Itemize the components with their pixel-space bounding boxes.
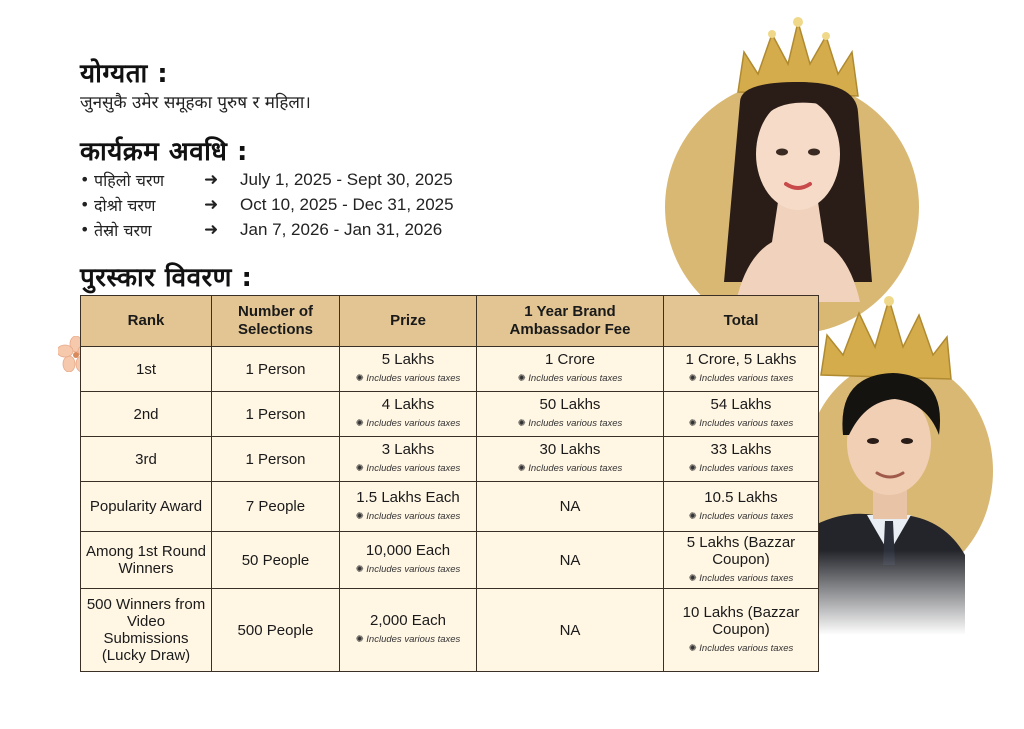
table-header-row bbox=[81, 296, 819, 347]
cell-selections: 1 Person bbox=[212, 347, 340, 392]
cell-rank: 1st bbox=[81, 347, 212, 392]
table-row bbox=[81, 589, 819, 672]
prize-value: 3 Lakhs bbox=[381, 441, 435, 458]
tax-note: ✺ Includes various taxes bbox=[344, 370, 472, 387]
total-value: 1 Crore, 5 Lakhs bbox=[685, 351, 797, 368]
tax-note: ✺ Includes various taxes bbox=[344, 508, 472, 525]
tax-note: ✺ Includes various taxes bbox=[668, 370, 814, 387]
cell-prize bbox=[340, 347, 477, 392]
fee-value: 30 Lakhs bbox=[539, 441, 601, 458]
tax-note: ✺ Includes various taxes bbox=[668, 460, 814, 477]
phase-dates: Jan 7, 2026 - Jan 31, 2026 bbox=[240, 219, 443, 239]
arrow-right-icon: ➜ bbox=[204, 194, 219, 215]
cell-rank: Popularity Award bbox=[81, 482, 212, 532]
cell-rank: 3rd bbox=[81, 437, 212, 482]
fee-value: 1 Crore bbox=[544, 351, 596, 368]
phase-item bbox=[80, 217, 454, 242]
eligibility-heading: योग्यता : bbox=[80, 59, 169, 89]
table-row bbox=[81, 482, 819, 532]
phase-item bbox=[80, 167, 454, 192]
tax-note: ✺ Includes various taxes bbox=[668, 415, 814, 432]
tax-note: ✺ Includes various taxes bbox=[344, 631, 472, 648]
cell-total bbox=[664, 392, 819, 437]
cell-selections: 50 People bbox=[212, 532, 340, 589]
cell-rank: 2nd bbox=[81, 392, 212, 437]
fee-value: 50 Lakhs bbox=[539, 396, 601, 413]
cell-selections: 1 Person bbox=[212, 437, 340, 482]
header-selections: Number of Selections bbox=[212, 296, 340, 347]
phase-dates: July 1, 2025 - Sept 30, 2025 bbox=[240, 169, 453, 189]
cell-total bbox=[664, 532, 819, 589]
eligibility-text: जुनसुकै उमेर समूहका पुरुष र महिला। bbox=[80, 93, 311, 113]
cell-total bbox=[664, 482, 819, 532]
total-value: 5 Lakhs (Bazzar Coupon) bbox=[686, 533, 796, 568]
duration-heading: कार्यक्रम अवधि : bbox=[80, 137, 248, 167]
cell-rank: Among 1st Round Winners bbox=[81, 532, 212, 589]
tax-note: ✺ Includes various taxes bbox=[668, 640, 814, 657]
cell-selections: 500 People bbox=[212, 589, 340, 672]
header-ambassador-fee: 1 Year Brand Ambassador Fee bbox=[477, 296, 664, 347]
prize-value: 1.5 Lakhs Each bbox=[356, 488, 460, 506]
bullet-icon: • bbox=[80, 170, 90, 189]
total-value: 33 Lakhs bbox=[710, 441, 772, 458]
tax-note: ✺ Includes various taxes bbox=[481, 370, 659, 387]
cell-fee bbox=[477, 347, 664, 392]
prize-table bbox=[80, 295, 819, 672]
prize-value: 4 Lakhs bbox=[381, 396, 435, 413]
tax-note: ✺ Includes various taxes bbox=[668, 508, 814, 525]
table-row bbox=[81, 437, 819, 482]
header-rank: Rank bbox=[81, 296, 212, 347]
prize-value: 2,000 Each bbox=[370, 612, 446, 629]
man-with-crown-image bbox=[815, 295, 995, 635]
prize-value: 10,000 Each bbox=[365, 542, 451, 559]
cell-prize bbox=[340, 532, 477, 589]
tax-note: ✺ Includes various taxes bbox=[668, 570, 814, 587]
phase-name: पहिलो चरण bbox=[94, 170, 165, 190]
bullet-icon: • bbox=[80, 195, 90, 214]
table-row bbox=[81, 347, 819, 392]
arrow-right-icon: ➜ bbox=[204, 169, 219, 190]
cell-fee: NA bbox=[477, 532, 664, 589]
arrow-right-icon: ➜ bbox=[204, 219, 219, 240]
cell-selections: 1 Person bbox=[212, 392, 340, 437]
phase-list bbox=[80, 167, 454, 242]
table-row bbox=[81, 392, 819, 437]
table-row bbox=[81, 532, 819, 589]
cell-prize bbox=[340, 482, 477, 532]
header-total: Total bbox=[664, 296, 819, 347]
cell-total bbox=[664, 589, 819, 672]
cell-fee: NA bbox=[477, 482, 664, 532]
bullet-icon: • bbox=[80, 220, 90, 239]
phase-dates: Oct 10, 2025 - Dec 31, 2025 bbox=[240, 194, 454, 214]
prizes-heading: पुरस्कार विवरण : bbox=[80, 263, 253, 293]
phase-name: तेस्रो चरण bbox=[94, 220, 152, 240]
total-value: 10 Lakhs (Bazzar Coupon) bbox=[682, 603, 800, 638]
phase-name: दोश्रो चरण bbox=[94, 195, 156, 215]
cell-fee bbox=[477, 437, 664, 482]
cell-selections: 7 People bbox=[212, 482, 340, 532]
cell-prize bbox=[340, 589, 477, 672]
total-value: 10.5 Lakhs bbox=[704, 488, 778, 506]
tax-note: ✺ Includes various taxes bbox=[344, 561, 472, 578]
tax-note: ✺ Includes various taxes bbox=[344, 415, 472, 432]
cell-total bbox=[664, 347, 819, 392]
tax-note: ✺ Includes various taxes bbox=[481, 415, 659, 432]
prize-value: 5 Lakhs bbox=[381, 351, 435, 368]
tax-note: ✺ Includes various taxes bbox=[344, 460, 472, 477]
tax-note: ✺ Includes various taxes bbox=[481, 460, 659, 477]
cell-total bbox=[664, 437, 819, 482]
cell-rank: 500 Winners from Video Submissions (Lucky Draw) bbox=[81, 589, 212, 672]
cell-fee bbox=[477, 392, 664, 437]
total-value: 54 Lakhs bbox=[710, 396, 772, 413]
cell-prize bbox=[340, 437, 477, 482]
woman-with-crown-image bbox=[700, 12, 890, 302]
cell-fee: NA bbox=[477, 589, 664, 672]
header-prize: Prize bbox=[340, 296, 477, 347]
phase-item bbox=[80, 192, 454, 217]
cell-prize bbox=[340, 392, 477, 437]
